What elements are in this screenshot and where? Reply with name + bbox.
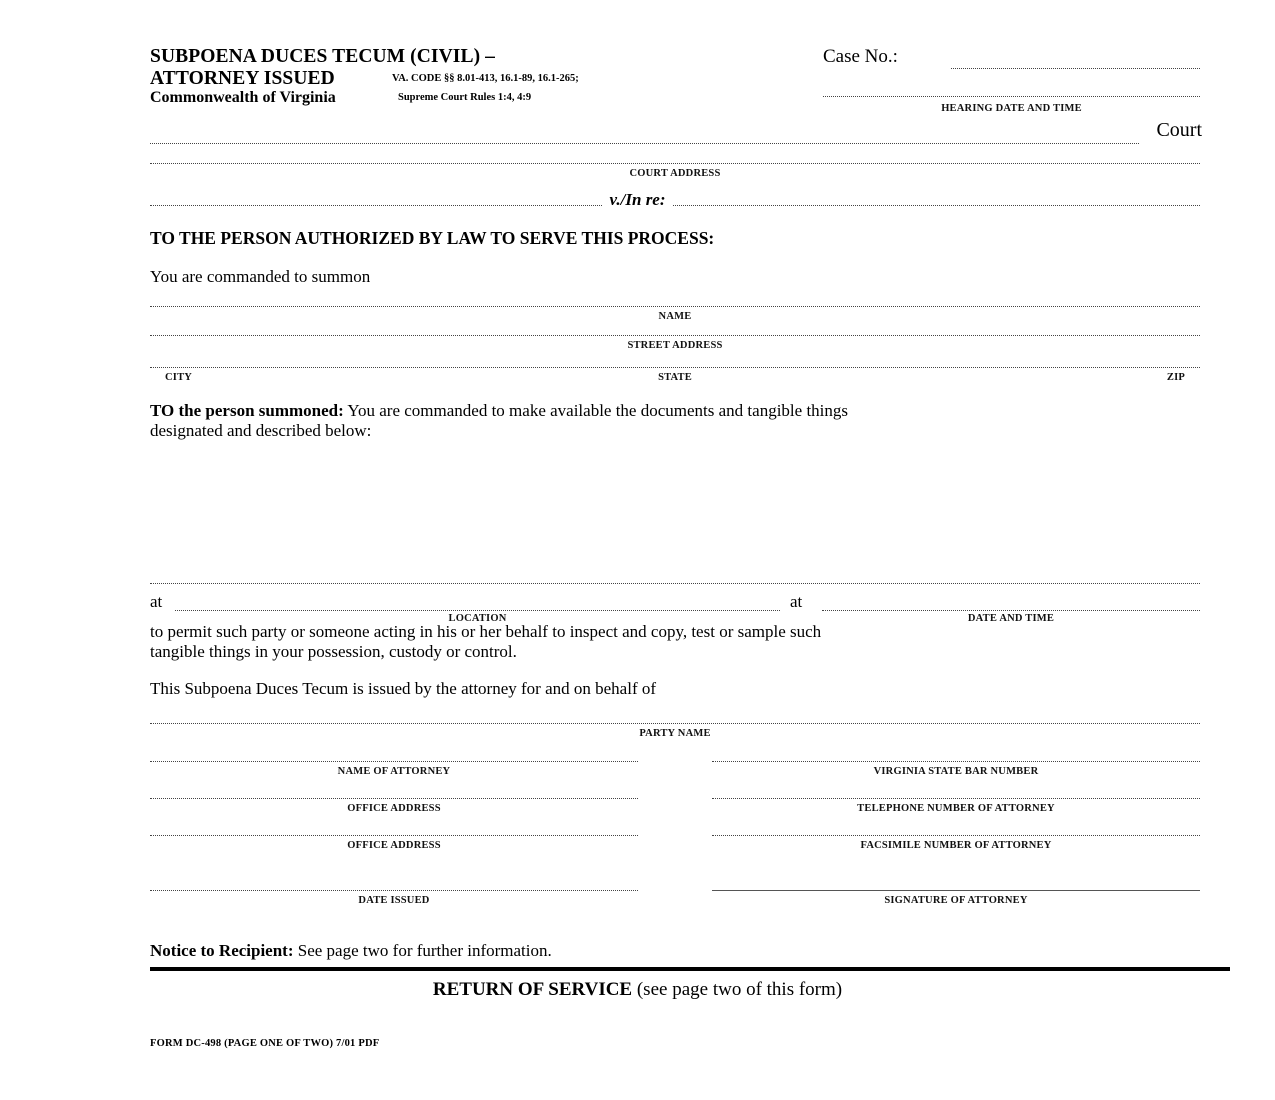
issued-by-attorney-text: This Subpoena Duces Tecum is issued by the attorney for and on behalf of xyxy=(150,679,657,698)
summon-command-text: You are commanded to summon xyxy=(150,267,371,286)
office-address-field-1[interactable] xyxy=(150,798,638,799)
at-datetime-label: at xyxy=(790,592,803,611)
office-address-field-2[interactable] xyxy=(150,835,638,836)
statute-citation: VA. CODE §§ 8.01-413, 16.1-89, 16.1-265; xyxy=(392,73,579,84)
summoned-city-caption: CITY xyxy=(165,372,193,383)
summoned-name-field[interactable] xyxy=(150,306,1200,307)
court-suffix-label: Court xyxy=(1156,119,1202,141)
vsb-number-field[interactable] xyxy=(712,761,1200,762)
summoned-zip-caption: ZIP xyxy=(1166,372,1185,383)
party-name-caption: PARTY NAME xyxy=(639,728,711,739)
attorney-name-field[interactable] xyxy=(150,761,638,762)
v-in-re-label xyxy=(0,190,1275,210)
hearing-datetime-field[interactable] xyxy=(823,96,1200,97)
person-summoned-line2: designated and described below: xyxy=(150,421,372,440)
notice-to-recipient xyxy=(150,941,552,961)
permit-inspection-text xyxy=(150,622,1210,662)
facsimile-number-caption: FACSIMILE NUMBER OF ATTORNEY xyxy=(860,840,1052,851)
location-field[interactable] xyxy=(175,610,780,611)
return-of-service-heading xyxy=(0,979,1275,1001)
signature-caption: SIGNATURE OF ATTORNEY xyxy=(884,895,1028,906)
return-of-service-note: (see page two of this form) xyxy=(632,979,843,1000)
office-address-caption-2: OFFICE ADDRESS xyxy=(347,840,441,851)
form-title-line1: SUBPOENA DUCES TECUM (CIVIL) – xyxy=(150,46,496,67)
permit-line1: to permit such party or someone acting in his or her behalf to inspect and copy, test or sample such xyxy=(150,622,822,641)
person-summoned-lead: TO the person summoned: xyxy=(150,401,344,420)
description-writein-area[interactable] xyxy=(150,445,1200,585)
vsb-number-caption: VIRGINIA STATE BAR NUMBER xyxy=(873,766,1039,777)
permit-line2: tangible things in your possession, custody or control. xyxy=(150,642,517,661)
summoned-name-caption: NAME xyxy=(658,311,692,322)
telephone-number-field[interactable] xyxy=(712,798,1200,799)
v-in-re-text: v./In re: xyxy=(603,190,671,209)
party-name-field[interactable] xyxy=(150,723,1200,724)
court-rules-citation: Supreme Court Rules 1:4, 4:9 xyxy=(398,92,532,103)
court-address-caption: COURT ADDRESS xyxy=(629,168,721,179)
case-number-label: Case No.: xyxy=(823,46,898,67)
form-footer: FORM DC-498 (PAGE ONE OF TWO) 7/01 PDF xyxy=(150,1038,380,1049)
date-issued-caption: DATE ISSUED xyxy=(358,895,430,906)
jurisdiction-label: Commonwealth of Virginia xyxy=(150,89,336,106)
location-caption: LOCATION xyxy=(448,613,507,624)
notice-text: See page two for further information. xyxy=(293,941,552,960)
court-address-field[interactable] xyxy=(150,163,1200,164)
telephone-number-caption: TELEPHONE NUMBER OF ATTORNEY xyxy=(857,803,1055,814)
attorney-name-caption: NAME OF ATTORNEY xyxy=(337,766,451,777)
summoned-state-caption: STATE xyxy=(658,372,692,383)
signature-field[interactable] xyxy=(712,890,1200,891)
summoned-street-caption: STREET ADDRESS xyxy=(627,340,723,351)
case-number-field[interactable] xyxy=(951,68,1200,69)
summoned-city-state-zip-field[interactable] xyxy=(150,367,1200,368)
datetime-field[interactable] xyxy=(822,610,1200,611)
datetime-caption: DATE AND TIME xyxy=(967,613,1055,624)
person-summoned-instruction xyxy=(150,401,1210,441)
section-divider xyxy=(150,967,1230,971)
form-title-line2: ATTORNEY ISSUED xyxy=(150,68,335,89)
at-location-label: at xyxy=(150,592,163,611)
hearing-datetime-caption: HEARING DATE AND TIME xyxy=(941,103,1082,114)
notice-label: Notice to Recipient: xyxy=(150,941,294,960)
date-issued-field[interactable] xyxy=(150,890,638,891)
person-summoned-rest: You are commanded to make available the documents and tangible things xyxy=(343,401,849,420)
office-address-caption-1: OFFICE ADDRESS xyxy=(347,803,441,814)
court-name-field[interactable] xyxy=(150,143,1139,144)
facsimile-number-field[interactable] xyxy=(712,835,1200,836)
summoned-street-field[interactable] xyxy=(150,335,1200,336)
return-of-service-title: RETURN OF SERVICE xyxy=(432,979,633,1000)
serve-process-heading: TO THE PERSON AUTHORIZED BY LAW TO SERVE THIS PROCESS: xyxy=(150,228,715,248)
description-underline[interactable] xyxy=(150,583,1200,584)
